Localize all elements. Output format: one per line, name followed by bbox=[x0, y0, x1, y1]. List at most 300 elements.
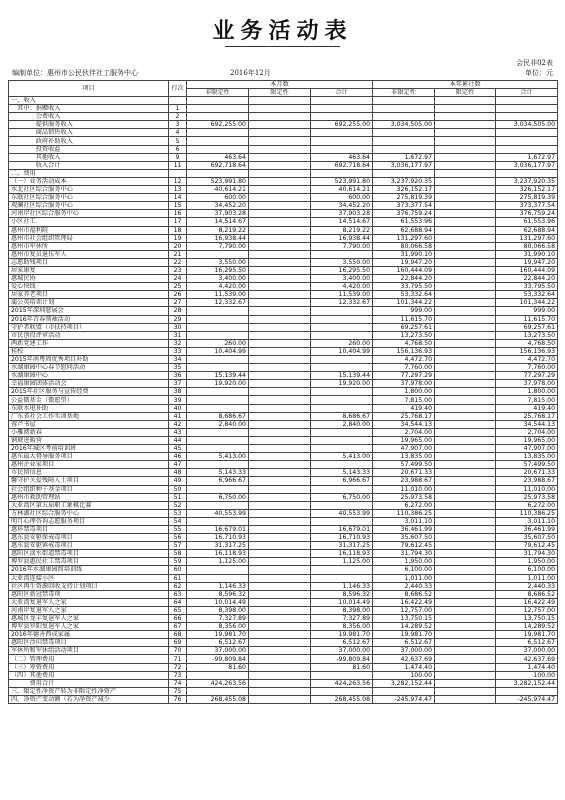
column-header-total: 合计 bbox=[311, 89, 373, 97]
item-name-cell: 商品销售收入 bbox=[9, 129, 169, 137]
item-name-cell: 提供服务收入 bbox=[9, 121, 169, 129]
table-row bbox=[9, 428, 558, 436]
table-row bbox=[9, 639, 558, 647]
line-number-cell: 70 bbox=[169, 647, 187, 655]
month-unrestricted-cell: 19,920.00 bbox=[187, 380, 249, 388]
month-unrestricted-cell: 2,840.00 bbox=[187, 420, 249, 428]
ytd-unrestricted-cell: 14,289.52 bbox=[373, 623, 435, 631]
month-restricted-cell bbox=[249, 177, 311, 185]
ytd-restricted-cell bbox=[435, 501, 496, 509]
ytd-unrestricted-cell: 31,990.10 bbox=[373, 250, 435, 258]
ytd-unrestricted-cell: 11,615.70 bbox=[373, 315, 435, 323]
line-number-cell: 28 bbox=[169, 307, 187, 315]
month-unrestricted-cell: 16,679.01 bbox=[187, 525, 249, 533]
ytd-total-cell bbox=[496, 169, 558, 177]
line-number-cell: 62 bbox=[169, 582, 187, 590]
line-number-cell: 69 bbox=[169, 639, 187, 647]
month-unrestricted-cell: 4,420.00 bbox=[187, 283, 249, 291]
table-row bbox=[9, 97, 558, 105]
ytd-unrestricted-cell: 36,461.99 bbox=[373, 525, 435, 533]
month-total-cell bbox=[311, 323, 373, 331]
ytd-unrestricted-cell: 999.00 bbox=[373, 307, 435, 315]
month-restricted-cell bbox=[249, 615, 311, 623]
ytd-restricted-cell bbox=[435, 445, 496, 453]
ytd-unrestricted-cell: 61,553.96 bbox=[373, 218, 435, 226]
month-unrestricted-cell: 14,514.67 bbox=[187, 218, 249, 226]
month-restricted-cell bbox=[249, 679, 311, 687]
month-restricted-cell bbox=[249, 631, 311, 639]
item-name-cell: 四、净资产变动额（若为净资产减少 bbox=[9, 695, 169, 703]
month-total-cell: 16,118.93 bbox=[311, 550, 373, 558]
line-number-cell: 1 bbox=[169, 105, 187, 113]
line-number-cell: 33 bbox=[169, 347, 187, 355]
table-row bbox=[9, 347, 558, 355]
ytd-restricted-cell bbox=[435, 469, 496, 477]
month-restricted-cell bbox=[249, 194, 311, 202]
month-restricted-cell bbox=[249, 542, 311, 550]
item-name-cell: 投资收益 bbox=[9, 145, 169, 153]
ytd-unrestricted-cell: 42,637.69 bbox=[373, 655, 435, 663]
line-number-cell: 50 bbox=[169, 485, 187, 493]
month-total-cell: 8,686.67 bbox=[311, 412, 373, 420]
item-name-cell: 收入合计 bbox=[9, 161, 169, 169]
month-unrestricted-cell: 424,263.56 bbox=[187, 679, 249, 687]
ytd-restricted-cell bbox=[435, 582, 496, 590]
month-restricted-cell bbox=[249, 275, 311, 283]
item-name-cell: 惠环禁毒项目 bbox=[9, 525, 169, 533]
month-total-cell: 16,679.01 bbox=[311, 525, 373, 533]
month-restricted-cell bbox=[249, 663, 311, 671]
table-row bbox=[9, 113, 558, 121]
ytd-total-cell: 1,800.00 bbox=[496, 388, 558, 396]
ytd-restricted-cell bbox=[435, 275, 496, 283]
line-number-cell: 63 bbox=[169, 590, 187, 598]
ytd-total-cell: 19,981.70 bbox=[496, 631, 558, 639]
month-total-cell: -99,809.84 bbox=[311, 655, 373, 663]
table-row bbox=[9, 242, 558, 250]
table-row bbox=[9, 315, 558, 323]
item-name-cell: 东联社区综合服务中心 bbox=[9, 194, 169, 202]
month-unrestricted-cell: 8,398.00 bbox=[187, 606, 249, 614]
table-row bbox=[9, 453, 558, 461]
ytd-unrestricted-cell: 69,257.61 bbox=[373, 323, 435, 331]
item-name-cell: （一）业务活动成本 bbox=[9, 177, 169, 185]
table-row bbox=[9, 258, 558, 266]
month-restricted-cell bbox=[249, 137, 311, 145]
month-total-cell bbox=[311, 97, 373, 105]
item-name-cell: 大亚湾复退军人之家 bbox=[9, 598, 169, 606]
ytd-total-cell: 110,386.25 bbox=[496, 509, 558, 517]
ytd-unrestricted-cell: 373,377.54 bbox=[373, 202, 435, 210]
month-restricted-cell bbox=[249, 226, 311, 234]
ytd-restricted-cell bbox=[435, 258, 496, 266]
ytd-unrestricted-cell: 4,472.70 bbox=[373, 356, 435, 364]
ytd-total-cell: 11,010.00 bbox=[496, 485, 558, 493]
month-total-cell bbox=[311, 250, 373, 258]
month-restricted-cell bbox=[249, 202, 311, 210]
month-unrestricted-cell bbox=[187, 129, 249, 137]
table-row bbox=[9, 420, 558, 428]
month-total-cell: 8,219.22 bbox=[311, 226, 373, 234]
month-restricted-cell bbox=[249, 623, 311, 631]
currency-unit: 单位：元 bbox=[525, 69, 553, 77]
item-name-cell: 惠州市救助管理站 bbox=[9, 493, 169, 501]
ytd-unrestricted-cell: 3,036,177.97 bbox=[373, 161, 435, 169]
preparing-unit: 编制单位：惠州市公民伙伴社工服务中心 bbox=[12, 69, 138, 77]
month-total-cell bbox=[311, 566, 373, 574]
item-name-cell: 市民留信息 bbox=[9, 469, 169, 477]
line-number-cell: 58 bbox=[169, 550, 187, 558]
ytd-restricted-cell bbox=[435, 590, 496, 598]
ytd-total-cell: 3,237,920.35 bbox=[496, 177, 558, 185]
ytd-unrestricted-cell: 19,965.00 bbox=[373, 436, 435, 444]
month-restricted-cell bbox=[249, 598, 311, 606]
ytd-total-cell: 7,760.00 bbox=[496, 364, 558, 372]
ytd-total-cell bbox=[496, 137, 558, 145]
line-number-cell: 74 bbox=[169, 679, 187, 687]
table-row bbox=[9, 186, 558, 194]
item-name-cell: 桂校 bbox=[9, 347, 169, 355]
month-restricted-cell bbox=[249, 574, 311, 582]
ytd-total-cell: -245,974.47 bbox=[496, 695, 558, 703]
month-restricted-cell bbox=[249, 558, 311, 566]
line-number-cell: 49 bbox=[169, 477, 187, 485]
ytd-total-cell bbox=[496, 129, 558, 137]
month-total-cell bbox=[311, 129, 373, 137]
ytd-restricted-cell bbox=[435, 436, 496, 444]
month-restricted-cell bbox=[249, 396, 311, 404]
table-row bbox=[9, 250, 558, 258]
line-number-cell: 11 bbox=[169, 161, 187, 169]
ytd-restricted-cell bbox=[435, 315, 496, 323]
item-name-cell: 惠阳区淡水街道禁毒项目 bbox=[9, 550, 169, 558]
month-restricted-cell bbox=[249, 169, 311, 177]
ytd-unrestricted-cell: 1,474.40 bbox=[373, 663, 435, 671]
item-name-cell: 惠州市军休所 bbox=[9, 242, 169, 250]
ytd-total-cell: 6,272.00 bbox=[496, 501, 558, 509]
ytd-restricted-cell bbox=[435, 404, 496, 412]
ytd-unrestricted-cell: 25,973.58 bbox=[373, 493, 435, 501]
ytd-total-cell: 2,440.33 bbox=[496, 582, 558, 590]
month-restricted-cell bbox=[249, 590, 311, 598]
table-row bbox=[9, 194, 558, 202]
ytd-total-cell: 100.00 bbox=[496, 671, 558, 679]
line-number-cell: 4 bbox=[169, 129, 187, 137]
item-name-cell: （四）其他费用 bbox=[9, 671, 169, 679]
ytd-restricted-cell bbox=[435, 566, 496, 574]
item-name-cell: 小雁阅新春 bbox=[9, 428, 169, 436]
report-meta bbox=[12, 68, 553, 78]
ytd-unrestricted-cell: 1,011.00 bbox=[373, 574, 435, 582]
ytd-total-cell: 13,750.15 bbox=[496, 615, 558, 623]
ytd-total-cell: 16,422.49 bbox=[496, 598, 558, 606]
item-name-cell: 政府补助收入 bbox=[9, 137, 169, 145]
ytd-unrestricted-cell: -245,974.47 bbox=[373, 695, 435, 703]
ytd-restricted-cell bbox=[435, 687, 496, 695]
month-unrestricted-cell: -99,809.84 bbox=[187, 655, 249, 663]
ytd-unrestricted-cell bbox=[373, 169, 435, 177]
table-row bbox=[9, 291, 558, 299]
month-restricted-cell bbox=[249, 356, 311, 364]
line-number-cell: 45 bbox=[169, 445, 187, 453]
table-row bbox=[9, 687, 558, 695]
ytd-restricted-cell bbox=[435, 113, 496, 121]
table-row bbox=[9, 396, 558, 404]
line-number-cell: 66 bbox=[169, 615, 187, 623]
line-number-cell: 71 bbox=[169, 655, 187, 663]
line-number-cell bbox=[169, 169, 187, 177]
item-name-cell: （三）筹资费用 bbox=[9, 663, 169, 671]
item-name-cell: 惠州市社会组织管理局 bbox=[9, 234, 169, 242]
ytd-restricted-cell bbox=[435, 186, 496, 194]
month-restricted-cell bbox=[249, 485, 311, 493]
ytd-total-cell: 36,461.99 bbox=[496, 525, 558, 533]
report-period: 2016年12月 bbox=[230, 69, 271, 77]
table-row bbox=[9, 550, 558, 558]
month-total-cell: 1,146.33 bbox=[311, 582, 373, 590]
ytd-restricted-cell bbox=[435, 420, 496, 428]
line-number-cell: 73 bbox=[169, 671, 187, 679]
month-restricted-cell bbox=[249, 639, 311, 647]
ytd-restricted-cell bbox=[435, 339, 496, 347]
line-number-cell: 47 bbox=[169, 461, 187, 469]
month-restricted-cell bbox=[249, 283, 311, 291]
month-total-cell bbox=[311, 105, 373, 113]
month-total-cell: 19,920.00 bbox=[311, 380, 373, 388]
month-unrestricted-cell: 260.00 bbox=[187, 339, 249, 347]
month-total-cell: 8,398.00 bbox=[311, 606, 373, 614]
ytd-unrestricted-cell: 160,444.09 bbox=[373, 266, 435, 274]
month-restricted-cell bbox=[249, 113, 311, 121]
month-unrestricted-cell bbox=[187, 145, 249, 153]
form-number: 会民非02表 bbox=[516, 59, 553, 67]
month-unrestricted-cell: 1,146.33 bbox=[187, 582, 249, 590]
table-row bbox=[9, 307, 558, 315]
line-number-cell: 59 bbox=[169, 558, 187, 566]
ytd-unrestricted-cell: 16,422.49 bbox=[373, 598, 435, 606]
table-row bbox=[9, 283, 558, 291]
month-total-cell bbox=[311, 137, 373, 145]
line-number-cell: 12 bbox=[169, 177, 187, 185]
ytd-unrestricted-cell bbox=[373, 145, 435, 153]
ytd-total-cell: 131,297.60 bbox=[496, 234, 558, 242]
ytd-restricted-cell bbox=[435, 242, 496, 250]
month-restricted-cell bbox=[249, 566, 311, 574]
month-unrestricted-cell: 40,614.21 bbox=[187, 186, 249, 194]
ytd-total-cell: 999.00 bbox=[496, 307, 558, 315]
month-total-cell: 268,455.08 bbox=[311, 695, 373, 703]
ytd-total-cell: 1,011.00 bbox=[496, 574, 558, 582]
ytd-unrestricted-cell: 3,034,505.00 bbox=[373, 121, 435, 129]
month-unrestricted-cell bbox=[187, 137, 249, 145]
ytd-total-cell: 22,844.20 bbox=[496, 275, 558, 283]
item-name-cell: 会费收入 bbox=[9, 113, 169, 121]
month-unrestricted-cell: 16,938.44 bbox=[187, 234, 249, 242]
table-row bbox=[9, 558, 558, 566]
month-unrestricted-cell: 37,903.28 bbox=[187, 210, 249, 218]
item-name-cell: 其他收入 bbox=[9, 153, 169, 161]
table-row bbox=[9, 542, 558, 550]
ytd-unrestricted-cell: 156,136.93 bbox=[373, 347, 435, 355]
ytd-unrestricted-cell: 62,688.94 bbox=[373, 226, 435, 234]
table-row bbox=[9, 218, 558, 226]
ytd-unrestricted-cell bbox=[373, 129, 435, 137]
ytd-unrestricted-cell: 12,757.00 bbox=[373, 606, 435, 614]
month-total-cell bbox=[311, 501, 373, 509]
ytd-unrestricted-cell: 25,768.17 bbox=[373, 412, 435, 420]
table-row bbox=[9, 631, 558, 639]
table-row bbox=[9, 582, 558, 590]
month-restricted-cell bbox=[249, 501, 311, 509]
month-total-cell bbox=[311, 445, 373, 453]
ytd-restricted-cell bbox=[435, 485, 496, 493]
month-restricted-cell bbox=[249, 436, 311, 444]
ytd-restricted-cell bbox=[435, 695, 496, 703]
column-header-item: 项目 bbox=[9, 81, 169, 97]
item-name-cell: 蒲公英培训计划 bbox=[9, 299, 169, 307]
ytd-unrestricted-cell: 13,750.15 bbox=[373, 615, 435, 623]
month-restricted-cell bbox=[249, 218, 311, 226]
table-row bbox=[9, 461, 558, 469]
month-total-cell: 463.64 bbox=[311, 153, 373, 161]
ytd-total-cell: 62,688.94 bbox=[496, 226, 558, 234]
month-restricted-cell bbox=[249, 105, 311, 113]
item-name-cell: 2016年德善西成家属 bbox=[9, 631, 169, 639]
item-name-cell: 博罗县罗阳复退军人之家 bbox=[9, 623, 169, 631]
ytd-total-cell bbox=[496, 145, 558, 153]
ytd-total-cell: 373,377.54 bbox=[496, 202, 558, 210]
item-name-cell: 观澜社区综合服务中心 bbox=[9, 202, 169, 210]
line-number-cell: 57 bbox=[169, 542, 187, 550]
month-restricted-cell bbox=[249, 331, 311, 339]
ytd-restricted-cell bbox=[435, 461, 496, 469]
month-total-cell: 34,452.20 bbox=[311, 202, 373, 210]
line-number-cell: 37 bbox=[169, 380, 187, 388]
item-name-cell: 惠东县安驱镇戒毒项目 bbox=[9, 542, 169, 550]
ytd-unrestricted-cell: 7,760.00 bbox=[373, 364, 435, 372]
line-number-cell: 43 bbox=[169, 428, 187, 436]
item-name-cell: 河南岸复退军人之家 bbox=[9, 606, 169, 614]
line-number-cell: 39 bbox=[169, 396, 187, 404]
line-number-cell: 19 bbox=[169, 234, 187, 242]
line-number-cell: 6 bbox=[169, 145, 187, 153]
line-number-cell: 56 bbox=[169, 534, 187, 542]
ytd-restricted-cell bbox=[435, 210, 496, 218]
table-row bbox=[9, 590, 558, 598]
ytd-total-cell: 47,907.00 bbox=[496, 445, 558, 453]
line-number-cell: 27 bbox=[169, 299, 187, 307]
table-row bbox=[9, 566, 558, 574]
line-number-cell: 32 bbox=[169, 339, 187, 347]
line-number-cell: 60 bbox=[169, 566, 187, 574]
month-total-cell bbox=[311, 485, 373, 493]
line-number-cell: 61 bbox=[169, 574, 187, 582]
ytd-restricted-cell bbox=[435, 623, 496, 631]
month-unrestricted-cell: 12,332.67 bbox=[187, 299, 249, 307]
month-restricted-cell bbox=[249, 428, 311, 436]
ytd-total-cell: 13,273.50 bbox=[496, 331, 558, 339]
ytd-total-cell: 1,474.40 bbox=[496, 663, 558, 671]
ytd-restricted-cell bbox=[435, 250, 496, 258]
line-number-cell: 40 bbox=[169, 404, 187, 412]
month-unrestricted-cell bbox=[187, 404, 249, 412]
line-number-cell: 2 bbox=[169, 113, 187, 121]
month-unrestricted-cell: 692,718.64 bbox=[187, 161, 249, 169]
month-restricted-cell bbox=[249, 517, 311, 525]
ytd-total-cell: 8,686.52 bbox=[496, 590, 558, 598]
ytd-unrestricted-cell: 57,499.50 bbox=[373, 461, 435, 469]
item-name-cell: 水湖康园中心 bbox=[9, 372, 169, 380]
table-row bbox=[9, 436, 558, 444]
month-restricted-cell bbox=[249, 153, 311, 161]
ytd-total-cell: 376,759.24 bbox=[496, 210, 558, 218]
line-number-cell: 30 bbox=[169, 323, 187, 331]
month-total-cell: 12,332.67 bbox=[311, 299, 373, 307]
ytd-total-cell: 53,332.64 bbox=[496, 291, 558, 299]
ytd-restricted-cell bbox=[435, 105, 496, 113]
line-number-cell: 75 bbox=[169, 687, 187, 695]
ytd-total-cell: 61,553.96 bbox=[496, 218, 558, 226]
item-name-cell: 一、收入 bbox=[9, 97, 169, 105]
month-restricted-cell bbox=[249, 445, 311, 453]
month-unrestricted-cell: 37,000.00 bbox=[187, 647, 249, 655]
item-name-cell: 水北社区综合服务中心 bbox=[9, 186, 169, 194]
ytd-unrestricted-cell: 22,844.20 bbox=[373, 275, 435, 283]
item-name-cell: 惠城区龙丰复退军人之家 bbox=[9, 615, 169, 623]
month-unrestricted-cell: 31,317.25 bbox=[187, 542, 249, 550]
table-row bbox=[9, 501, 558, 509]
month-unrestricted-cell: 16,710.93 bbox=[187, 534, 249, 542]
month-restricted-cell bbox=[249, 242, 311, 250]
table-row bbox=[9, 647, 558, 655]
ytd-restricted-cell bbox=[435, 234, 496, 242]
month-unrestricted-cell: 6,750.00 bbox=[187, 493, 249, 501]
table-row bbox=[9, 388, 558, 396]
month-unrestricted-cell bbox=[187, 113, 249, 121]
item-name-cell: 2016年城区考前培训班 bbox=[9, 445, 169, 453]
ytd-restricted-cell bbox=[435, 663, 496, 671]
item-name-cell: 志愿助残项目 bbox=[9, 258, 169, 266]
table-row bbox=[9, 161, 558, 169]
report-rows bbox=[9, 97, 558, 704]
month-restricted-cell bbox=[249, 380, 311, 388]
line-number-cell: 65 bbox=[169, 606, 187, 614]
item-name-cell: 惠州企业家项目 bbox=[9, 461, 169, 469]
ytd-unrestricted-cell: 33,795.50 bbox=[373, 283, 435, 291]
ytd-restricted-cell bbox=[435, 388, 496, 396]
ytd-unrestricted-cell bbox=[373, 113, 435, 121]
ytd-restricted-cell bbox=[435, 283, 496, 291]
item-name-cell: 2015年南粤周优秀项目补助 bbox=[9, 356, 169, 364]
table-row bbox=[9, 671, 558, 679]
table-row bbox=[9, 275, 558, 283]
month-total-cell bbox=[311, 396, 373, 404]
ytd-unrestricted-cell: 100.00 bbox=[373, 671, 435, 679]
month-total-cell: 7,790.00 bbox=[311, 242, 373, 250]
column-group-year-to-date: 本年累计数 bbox=[373, 81, 558, 89]
ytd-restricted-cell bbox=[435, 202, 496, 210]
month-restricted-cell bbox=[249, 129, 311, 137]
month-unrestricted-cell bbox=[187, 574, 249, 582]
line-number-cell: 15 bbox=[169, 202, 187, 210]
month-restricted-cell bbox=[249, 258, 311, 266]
table-row bbox=[9, 404, 558, 412]
line-number-cell: 38 bbox=[169, 388, 187, 396]
item-name-cell: 2015年深圳慈展会 bbox=[9, 307, 169, 315]
month-total-cell bbox=[311, 404, 373, 412]
ytd-total-cell: 12,757.00 bbox=[496, 606, 558, 614]
ytd-restricted-cell bbox=[435, 194, 496, 202]
